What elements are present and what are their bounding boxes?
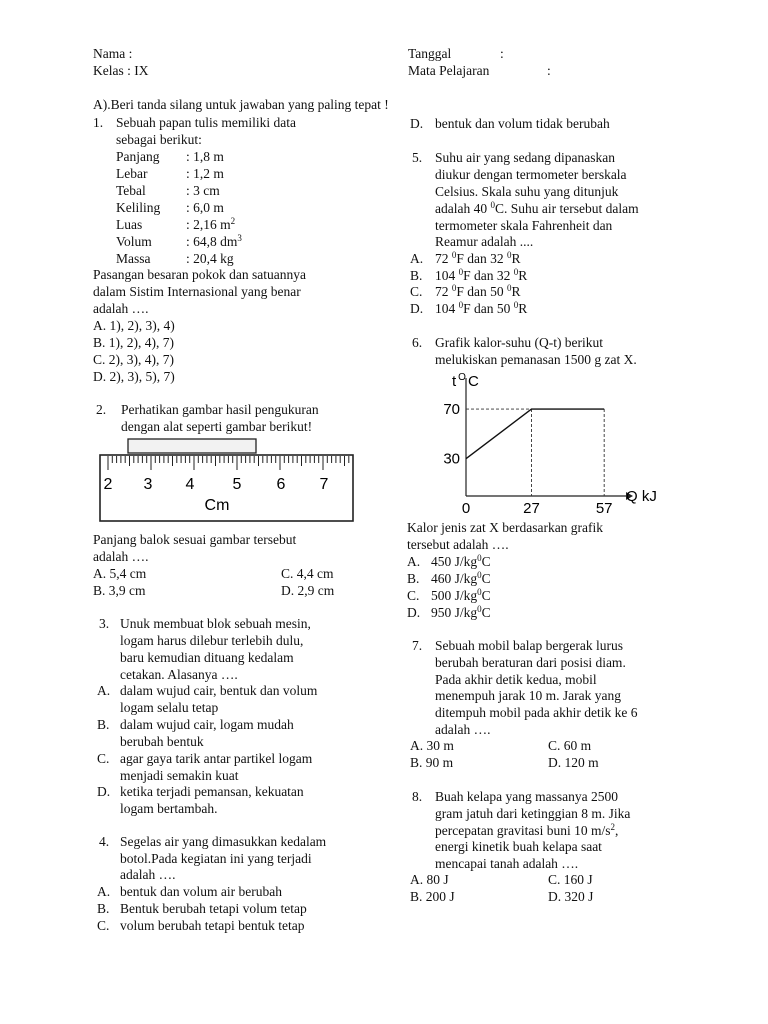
q4-option-a-label[interactable]: A.: [97, 884, 111, 899]
q6-opt-sup: 0: [477, 587, 482, 597]
q1-option-a[interactable]: A. 1), 2), 3), 4): [93, 318, 175, 333]
q6-text-1: Grafik kalor-suhu (Q-t) berikut: [435, 335, 604, 350]
q5-text-4-b: C. Suhu air tersebut dalam: [494, 201, 639, 216]
q1-row-sup: 2: [230, 216, 236, 226]
q6-option-c-label[interactable]: C.: [407, 588, 420, 603]
q5-opt-n1: 104: [435, 301, 459, 316]
q4-option-b-label[interactable]: B.: [97, 901, 110, 916]
q1-row-value: : 20,4 kg: [186, 251, 234, 266]
q7-text-5: ditempuh mobil pada akhir detik ke 6: [435, 705, 638, 720]
q1-row-key: Luas: [116, 217, 143, 232]
q6-option-d-label[interactable]: D.: [407, 605, 421, 620]
q3-option-a-label[interactable]: A.: [97, 683, 111, 698]
q5-text-4: [435, 200, 639, 217]
q5-opt-sup: 0: [451, 283, 457, 293]
chart-ylabel-sup: O: [458, 372, 466, 383]
ruler-number: 5: [232, 476, 242, 493]
q3-number: 3.: [99, 616, 110, 631]
q1-number: 1.: [93, 115, 104, 130]
q2-text-2: dengan alat seperti gambar berikut!: [121, 419, 313, 434]
q1-row-value: [186, 216, 235, 233]
ruler-number: 2: [103, 476, 113, 493]
qt-chart: [430, 366, 670, 514]
q5-opt-sup: 0: [513, 300, 519, 310]
q6-opt-e: C: [481, 571, 491, 586]
q2-text-1: Perhatikan gambar hasil pengukuran: [121, 402, 319, 417]
ruler-number: 6: [276, 476, 286, 493]
q3-option-b-label[interactable]: B.: [97, 717, 110, 732]
q6-option-d[interactable]: [431, 604, 491, 621]
q5-opt-m: F dan 50: [463, 301, 514, 316]
q3-option-a-cont: logam selalu tetap: [120, 700, 219, 715]
q1-row-sup: 3: [237, 233, 242, 243]
q1-row-value: : 6,0 m: [186, 200, 224, 215]
q7-text-4: menempuh jarak 10 m. Jarak yang: [435, 688, 621, 703]
q6-opt-sup: 0: [477, 570, 482, 580]
q4-option-a[interactable]: bentuk dan volum air berubah: [120, 884, 282, 899]
q1-option-c[interactable]: C. 2), 3), 4), 7): [93, 352, 174, 367]
q6-opt-e: C: [481, 605, 491, 620]
q5-opt-sup: 0: [507, 283, 512, 293]
q1-text-1: Sebuah papan tulis memiliki data: [116, 115, 296, 130]
q3-text-3: baru kemudian dituang kedalam: [120, 650, 294, 665]
q8-text-2: gram jatuh dari ketinggian 8 m. Jika: [435, 806, 631, 821]
q8-option-c[interactable]: C. 160 J: [548, 872, 593, 887]
q5-opt-sup: 0: [451, 250, 457, 260]
q5-opt-sup: 0: [513, 267, 519, 277]
q4-option-b[interactable]: Bentuk berubah tetapi volum tetap: [120, 901, 307, 916]
q3-option-c[interactable]: agar gaya tarik antar partikel logam: [120, 751, 313, 766]
q5-text-3: Celsius. Skala suhu yang ditunjuk: [435, 184, 619, 199]
chart-layer: [443, 378, 633, 514]
q5-opt-e: R: [518, 301, 528, 316]
q8-sup: 2: [610, 822, 615, 832]
q4-text-2: botol.Pada kegiatan ini yang terjadi: [120, 851, 312, 866]
nama-label: Nama :: [93, 46, 133, 61]
q2-stem-2: adalah ….: [93, 549, 149, 564]
q1-option-d[interactable]: D. 2), 3), 5), 7): [93, 369, 175, 384]
measured-block: [128, 439, 256, 453]
q5-option-c[interactable]: [435, 283, 521, 300]
q6-opt-v: 460 J/kg: [431, 571, 478, 586]
chart-ylabel-t: t: [452, 373, 457, 390]
q6-opt-v: 950 J/kg: [431, 605, 478, 620]
q5-option-c-label[interactable]: C.: [410, 284, 423, 299]
chart-y-tick-label: 30: [443, 450, 460, 468]
q5-text-1: Suhu air yang sedang dipanaskan: [435, 150, 615, 165]
q4-text-1: Segelas air yang dimasukkan kedalam: [120, 834, 327, 849]
q8-option-d[interactable]: D. 320 J: [548, 889, 594, 904]
q8-text-3: [435, 822, 618, 839]
q8-number: 8.: [412, 789, 423, 804]
q5-option-b[interactable]: [435, 267, 527, 284]
q7-text-2: berubah beraturan dari posisi diam.: [435, 655, 626, 670]
ruler-unit: Cm: [204, 497, 230, 514]
ruler-number: 7: [319, 476, 329, 493]
q6-opt-sup: 0: [477, 553, 482, 563]
q1-row-key: Keliling: [116, 200, 161, 215]
q5-opt-e: R: [511, 251, 521, 266]
q1-row-key: Massa: [116, 251, 151, 266]
q8-text-4: energi kinetik buah kelapa saat: [435, 839, 602, 854]
q8-option-b[interactable]: B. 200 J: [410, 889, 455, 904]
q5-opt-n1: 104: [435, 268, 459, 283]
q5-opt-m: F dan 32: [456, 251, 507, 266]
chart-x-tick-label: 27: [523, 500, 540, 514]
q5-opt-e: R: [518, 268, 528, 283]
tanggal-label: Tanggal: [408, 46, 452, 61]
q5-opt-sup: 0: [458, 300, 464, 310]
q7-option-b[interactable]: B. 90 m: [410, 755, 454, 770]
q1-row-value: : 1,8 m: [186, 149, 224, 164]
q5-text-2: diukur dengan termometer berskala: [435, 167, 627, 182]
q1-row-value: : 3 cm: [186, 183, 220, 198]
q8-text-3-a: percepatan gravitasi buni 10 m/s: [435, 823, 611, 838]
chart-series-line: [466, 409, 604, 459]
q6-opt-v: 500 J/kg: [431, 588, 478, 603]
q1-row-key: Tebal: [116, 183, 146, 198]
q5-opt-n1: 72: [435, 251, 452, 266]
mapel-label: Mata Pelajaran: [408, 63, 490, 78]
q4-option-d-label[interactable]: D.: [410, 116, 424, 131]
q5-opt-m: F dan 50: [456, 284, 507, 299]
tanggal-colon: :: [500, 46, 504, 61]
q5-option-d[interactable]: [435, 300, 527, 317]
q6-option-b-label[interactable]: B.: [407, 571, 420, 586]
q2-number: 2.: [96, 402, 107, 417]
q1-row-value: : 1,2 m: [186, 166, 224, 181]
q1-row-key: Lebar: [116, 166, 148, 181]
q6-opt-e: C: [481, 554, 491, 569]
q7-option-a[interactable]: A. 30 m: [410, 738, 454, 753]
q5-text-4-a: adalah 40: [435, 201, 491, 216]
q6-option-a[interactable]: [431, 553, 491, 570]
q2-option-c[interactable]: C. 4,4 cm: [281, 566, 334, 581]
q5-opt-sup: 0: [458, 267, 464, 277]
q7-option-d[interactable]: D. 120 m: [548, 755, 599, 770]
q8-option-a[interactable]: A. 80 J: [410, 872, 449, 887]
q1-option-b[interactable]: B. 1), 2), 4), 7): [93, 335, 174, 350]
q2-stem-1: Panjang balok sesuai gambar tersebut: [93, 532, 297, 547]
q5-text-5: termometer skala Fahrenheit dan: [435, 218, 613, 233]
q6-option-a-label[interactable]: A.: [407, 554, 421, 569]
q3-text-4: cetakan. Alasanya ….: [120, 667, 238, 682]
q5-option-b-label[interactable]: B.: [410, 268, 423, 283]
q1-row-value-text: : 64,8 dm: [186, 234, 238, 249]
q1-stem-3: adalah ….: [93, 301, 149, 316]
q2-option-b[interactable]: B. 3,9 cm: [93, 583, 146, 598]
q1-stem-2: dalam Sistim Internasional yang benar: [93, 284, 301, 299]
q1-stem-1: Pasangan besaran pokok dan satuannya: [93, 267, 306, 282]
q5-opt-m: F dan 32: [463, 268, 514, 283]
q4-number: 4.: [99, 834, 110, 849]
ruler-number: 4: [185, 476, 195, 493]
q3-text-2: logam harus dilebur terlebih dulu,: [120, 633, 304, 648]
q3-option-d[interactable]: ketika terjadi pemansan, kekuatan: [120, 784, 304, 799]
q7-option-c[interactable]: C. 60 m: [548, 738, 592, 753]
q6-text-2: melukiskan pemanasan 1500 g zat X.: [435, 352, 637, 367]
q3-option-b-cont: berubah bentuk: [120, 734, 204, 749]
q6-option-c[interactable]: [431, 587, 491, 604]
q1-row-key: Volum: [116, 234, 152, 249]
chart-x-tick-label: 0: [461, 500, 471, 514]
q1-row-key: Panjang: [116, 149, 160, 164]
q4-text-3: adalah ….: [120, 867, 176, 882]
q3-option-c-cont: menjadi semakin kuat: [120, 768, 239, 783]
q1-row-value-text: : 2,16 m: [186, 217, 231, 232]
q1-row-value: [186, 233, 242, 250]
q7-number: 7.: [412, 638, 423, 653]
q5-degree: 0: [490, 200, 495, 210]
q7-text-1: Sebuah mobil balap bergerak lurus: [435, 638, 623, 653]
q5-opt-sup: 0: [507, 250, 512, 260]
q7-text-6: adalah ….: [435, 722, 491, 737]
q3-option-d-label[interactable]: D.: [97, 784, 111, 799]
q3-option-b[interactable]: dalam wujud cair, logam mudah: [120, 717, 294, 732]
q3-text-1: Unuk membuat blok sebuah mesin,: [120, 616, 311, 631]
kelas-label: Kelas : IX: [93, 63, 149, 78]
ruler-number: 3: [143, 476, 153, 493]
q5-number: 5.: [412, 150, 423, 165]
q6-stem-2: tersebut adalah ….: [407, 537, 509, 552]
q8-text-3-b: ,: [614, 823, 619, 838]
q6-stem-1: Kalor jenis zat X berdasarkan grafik: [407, 520, 604, 535]
chart-xlabel: Q kJ: [626, 488, 657, 505]
q5-option-a-label[interactable]: A.: [410, 251, 424, 266]
q8-text-5: mencapai tanah adalah ….: [435, 856, 579, 871]
q7-text-3: Pada akhir detik kedua, mobil: [435, 672, 597, 687]
q5-option-a[interactable]: [435, 250, 521, 267]
q6-number: 6.: [412, 335, 423, 350]
q5-opt-n1: 72: [435, 284, 452, 299]
mapel-colon: :: [547, 63, 551, 78]
chart-x-tick-label: 57: [595, 500, 613, 514]
instruction: A).Beri tanda silang untuk jawaban yang paling tepat !: [93, 97, 389, 112]
q5-opt-e: R: [511, 284, 521, 299]
q2-option-a[interactable]: A. 5,4 cm: [93, 566, 147, 581]
q3-option-c-label[interactable]: C.: [97, 751, 110, 766]
q3-option-d-cont: logam bertambah.: [120, 801, 218, 816]
q4-option-c[interactable]: volum berubah tetapi bentuk tetap: [120, 918, 305, 933]
chart-y-tick-label: 70: [443, 401, 460, 419]
q5-text-6: Reamur adalah ....: [435, 234, 534, 249]
q6-opt-v: 450 J/kg: [431, 554, 478, 569]
q6-option-b[interactable]: [431, 570, 491, 587]
chart-ylabel-c: C: [467, 373, 479, 390]
ruler-illustration: [96, 436, 358, 524]
q4-option-d[interactable]: bentuk dan volum tidak berubah: [435, 116, 610, 131]
q6-opt-sup: 0: [477, 604, 482, 614]
q8-text-1: Buah kelapa yang massanya 2500: [435, 789, 618, 804]
q5-option-d-label[interactable]: D.: [410, 301, 424, 316]
q1-text-2: sebagai berikut:: [116, 132, 202, 147]
q4-option-c-label[interactable]: C.: [97, 918, 110, 933]
q3-option-a[interactable]: dalam wujud cair, bentuk dan volum: [120, 683, 318, 698]
q2-option-d[interactable]: D. 2,9 cm: [281, 583, 335, 598]
q6-opt-e: C: [481, 588, 491, 603]
